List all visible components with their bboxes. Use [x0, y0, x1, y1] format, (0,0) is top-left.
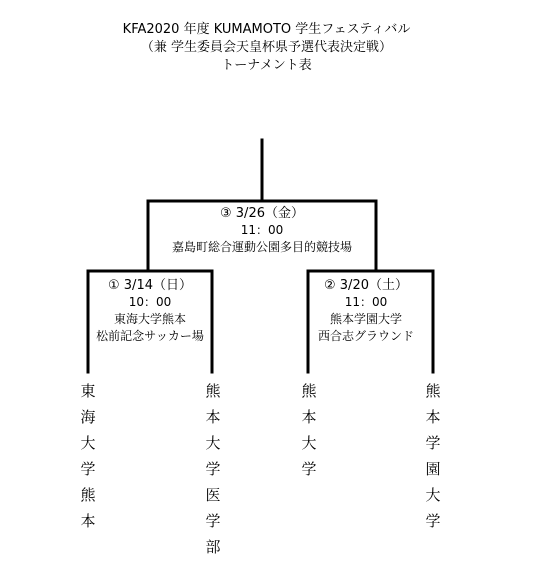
- team-name: [422, 378, 444, 534]
- team-name-char: 大: [301, 434, 317, 452]
- team-name-char: 熊: [425, 382, 441, 400]
- team-name-char: 本: [205, 408, 221, 426]
- team-name-char: 熊: [205, 382, 221, 400]
- semi2-match-info: [296, 277, 436, 345]
- team-name-char: 学: [425, 512, 441, 530]
- team-name-char: 東: [80, 382, 96, 400]
- team-name-char: 大: [205, 434, 221, 452]
- team-name-char: 熊: [80, 486, 96, 504]
- semi1-match-venue: 東海大学熊本: [113, 312, 186, 326]
- semi1-match-label: ① 3/14（日）: [108, 278, 192, 293]
- team-name-char: 熊: [301, 382, 317, 400]
- final-match-info: [150, 205, 374, 256]
- team-name-char: 医: [205, 486, 221, 504]
- semi1-match-time: 10：00: [128, 295, 172, 309]
- team-name: [202, 378, 224, 560]
- team-name-char: 園: [425, 460, 441, 478]
- semi2-match-venue: 熊本学園大学: [329, 312, 402, 326]
- team-name-char: 海: [80, 408, 96, 426]
- final-match-venue: 嘉島町総合運動公園多目的競技場: [171, 240, 352, 254]
- bracket-heading: トーナメント表: [221, 58, 312, 73]
- team-name-char: 学: [80, 460, 96, 478]
- team-name-char: 大: [80, 434, 96, 452]
- tournament-title: KFA2020 年度 KUMAMOTO 学生フェスティバル: [122, 22, 411, 37]
- team-name-char: 学: [205, 460, 221, 478]
- team-name-char: 大: [425, 486, 441, 504]
- team-name: [298, 378, 320, 482]
- team-name: [77, 378, 99, 534]
- team-name-char: 本: [425, 408, 441, 426]
- team-name-char: 学: [301, 460, 317, 478]
- semi1-match-info: [80, 277, 220, 345]
- semi1-match-venue-field: 松前記念サッカー場: [96, 329, 204, 343]
- team-name-char: 学: [205, 512, 221, 530]
- semi2-match-venue-field: 西合志グラウンド: [317, 329, 414, 343]
- final-match-time: 11：00: [240, 223, 284, 237]
- team-name-char: 本: [301, 408, 317, 426]
- semi2-match-label: ② 3/20（土）: [324, 278, 408, 293]
- final-match-label: ③ 3/26（金）: [220, 206, 304, 221]
- semi2-match-time: 11：00: [344, 295, 388, 309]
- tournament-subtitle: （兼 学生委員会天皇杯県予選代表決定戦）: [140, 40, 393, 55]
- team-name-char: 本: [80, 512, 96, 530]
- team-name-char: 学: [425, 434, 441, 452]
- team-name-char: 部: [205, 538, 221, 556]
